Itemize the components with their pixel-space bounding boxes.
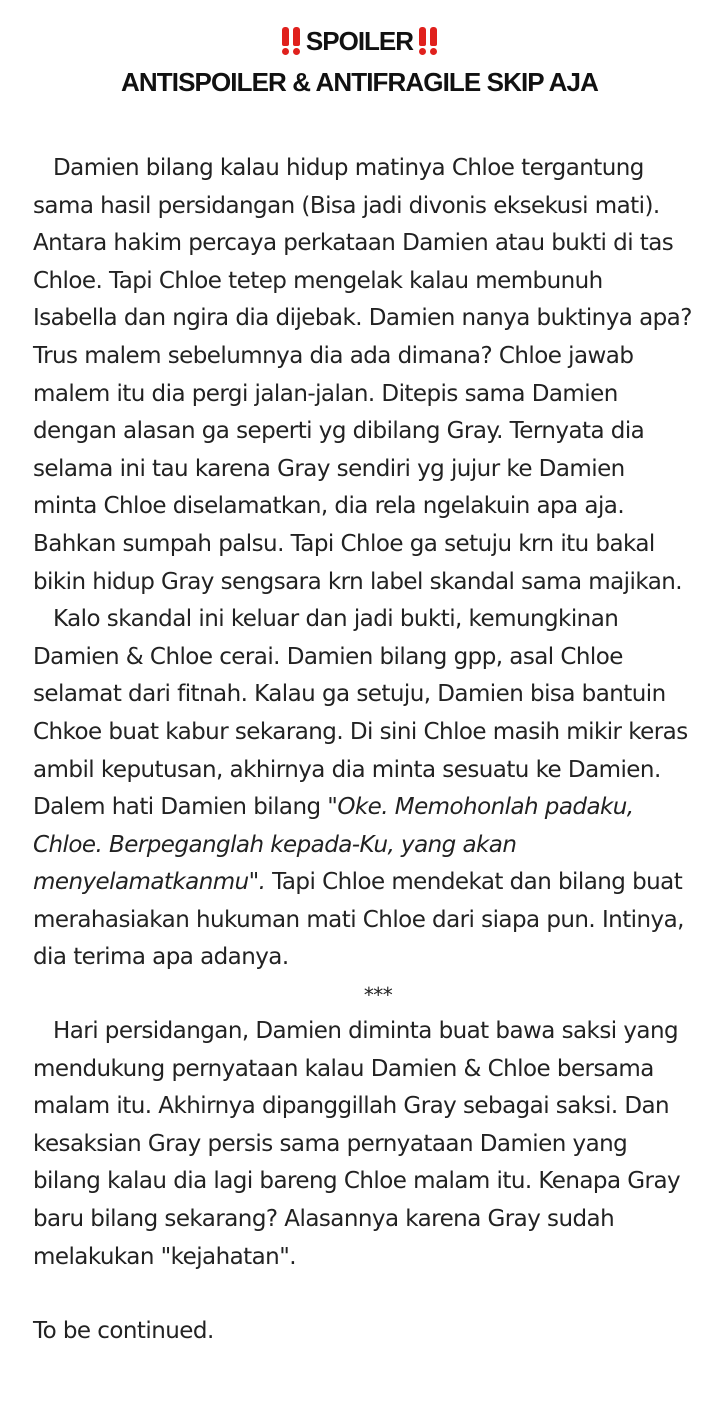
double-exclamation-icon	[418, 26, 438, 56]
paragraph-3: Hari persidangan, Damien diminta buat bawa saksi yang mendukung pernyataan kalau Damien & Chloe bersama malam itu. Akhirnya dipanggillah Gray sebagai saksi. Dan kesaksian Gray persis sama pernyataan Damien yang bilang kalau dia lagi bareng Chloe malam itu. Kenapa Gray baru bilang sekarang? Alasannya karena Gray sudah melakukan "kejahatan".	[33, 1018, 681, 1270]
paragraph-1: Damien bilang kalau hidup matinya Chloe tergantung sama hasil persidangan (Bisa jadi divonis eksekusi mati). Antara hakim percaya perkataan Damien atau bukti di tas Chloe. Tapi Chloe tetep mengelak kalau membunuh Isabella dan ngira dia dijebak. Damien nanya buktinya apa? Trus malem sebelumnya dia ada dimana? Chloe jawab malem itu dia pergi jalan-jalan. Ditepis sama Damien dengan alasan ga seperti yg dibilang Gray. Ternyata dia selama ini tau karena Gray sendiri yg jujur ke Damien minta Chloe diselamatkan, dia rela ngelakuin apa aja. Bahkan sumpah palsu. Tapi Chloe ga setuju krn itu bakal bikin hidup Gray sengsara krn label skandal sama majikan.	[33, 155, 692, 595]
spacer	[33, 1276, 693, 1313]
paragraph-2-italic-quote: Oke. Memohonlah padaku, Chloe. Berpeganglah kepada-Ku, yang akan menyelamatkanmu".	[33, 794, 634, 896]
header	[0, 20, 719, 98]
paragraph-2-end: Tapi Chloe mendekat dan bilang buat merahasiakan hukuman mati Chloe dari siapa pun. Intinya, dia terima apa adanya.	[33, 869, 684, 971]
paragraph-2-start: Kalo skandal ini keluar dan jadi bukti, kemungkinan Damien & Chloe cerai. Damien bilang gpp, asal Chloe selamat dari fitnah. Kalau ga setuju, Damien bisa bantuin Chkoe buat kabur sekarang. Di sini Chloe masih mikir keras ambil keputusan, akhirnya dia minta sesuatu ke Damien. Dalem hati Damien bilang "	[33, 606, 688, 821]
closing-line: To be continued.	[33, 1318, 214, 1345]
article-body	[33, 150, 693, 1351]
section-separator: ***	[363, 983, 393, 1008]
spoiler-title	[0, 20, 719, 62]
double-exclamation-icon	[281, 26, 301, 56]
spoiler-label: SPOILER	[305, 25, 414, 56]
spoiler-subtitle: ANTISPOILER & ANTIFRAGILE SKIP AJA	[121, 67, 598, 97]
paragraph-2	[33, 601, 693, 977]
